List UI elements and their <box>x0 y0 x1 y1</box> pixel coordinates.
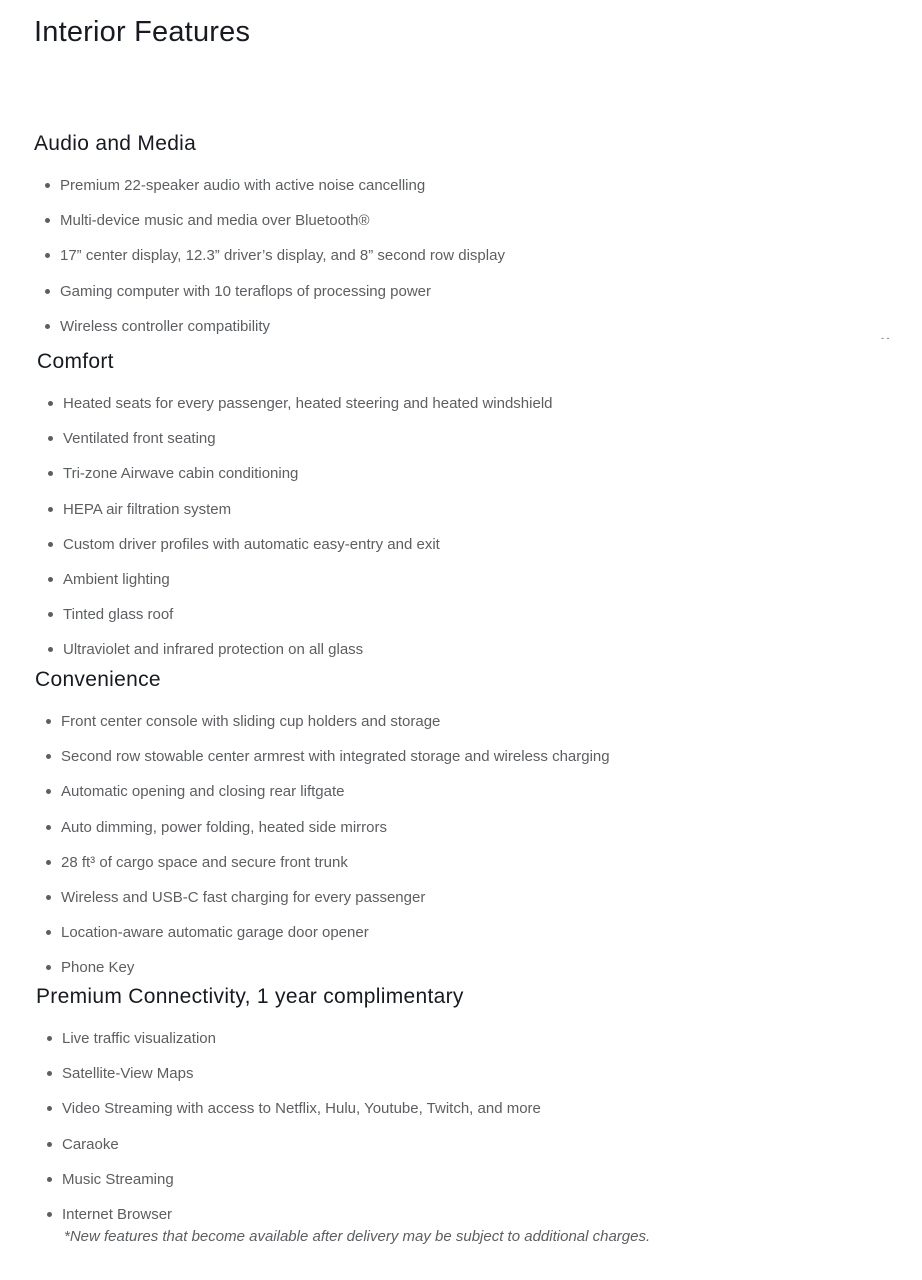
section-premium-connectivity <box>36 983 541 1232</box>
bullet-icon <box>48 577 53 582</box>
list-item <box>35 845 610 880</box>
list-item <box>37 562 553 597</box>
list-item <box>36 1091 541 1126</box>
list-item-text: Wireless controller compatibility <box>60 317 271 335</box>
list-item-text: 17” center display, 12.3” driver’s display, and 8” second row display <box>60 247 505 265</box>
list-item <box>34 238 505 273</box>
section-heading: Comfort <box>37 350 114 373</box>
list-item <box>37 386 553 421</box>
list-item <box>36 1162 541 1197</box>
bullet-icon <box>45 324 50 329</box>
list-item-text: Phone Key <box>61 959 135 977</box>
list-item <box>36 1056 541 1091</box>
list-item <box>35 915 610 950</box>
bullet-icon <box>47 1106 52 1111</box>
list-item <box>36 1197 541 1232</box>
list-item-text: Automatic opening and closing rear liftgate <box>61 783 345 801</box>
bullet-icon <box>48 542 53 547</box>
section-heading: Premium Connectivity, 1 year complimentary <box>36 985 464 1008</box>
list-item <box>37 421 553 456</box>
list-item <box>35 810 610 845</box>
section-heading: Convenience <box>35 668 161 691</box>
bullet-icon <box>45 183 50 188</box>
bullet-icon <box>47 1177 52 1182</box>
list-item-text: Premium 22-speaker audio with active noise cancelling <box>60 177 426 194</box>
section-comfort <box>37 348 553 668</box>
list-item <box>37 632 553 667</box>
feature-list <box>36 1021 541 1232</box>
bullet-icon <box>47 1036 52 1041</box>
list-item-text: Video Streaming with access to Netflix, Hulu, Youtube, Twitch, and more <box>62 1100 541 1118</box>
feature-list <box>34 168 505 344</box>
feature-list <box>35 704 610 986</box>
bullet-icon <box>47 1071 52 1076</box>
list-item-text: Second row stowable center armrest with integrated storage and wireless charging <box>61 748 610 766</box>
bullet-icon <box>46 719 51 724</box>
list-item-text: HEPA air filtration system <box>63 500 232 518</box>
list-item-text: Front center console with sliding cup holders and storage <box>61 713 441 730</box>
list-item <box>35 739 610 774</box>
page-title: Interior Features <box>34 16 251 48</box>
list-item <box>35 704 610 739</box>
bullet-icon <box>47 1142 52 1147</box>
list-item <box>36 1127 541 1162</box>
bullet-icon <box>46 825 51 830</box>
list-item <box>34 274 505 309</box>
list-item-text: Multi-device music and media over Bluetooth® <box>60 212 370 230</box>
list-item-text: Ultraviolet and infrared protection on all glass <box>63 641 364 659</box>
list-item-text: Tri-zone Airwave cabin conditioning <box>63 465 299 483</box>
bullet-icon <box>45 253 50 258</box>
bullet-icon <box>45 218 50 223</box>
list-item <box>34 168 505 203</box>
section-audio-and-media <box>34 130 505 344</box>
bullet-icon <box>48 507 53 512</box>
list-item <box>37 527 553 562</box>
bullet-icon <box>46 754 51 759</box>
list-item <box>34 203 505 238</box>
bullet-icon <box>48 436 53 441</box>
list-item-text: Ambient lighting <box>63 570 170 588</box>
section-heading: Audio and Media <box>34 132 197 155</box>
list-item-text: Music Streaming <box>62 1170 174 1188</box>
list-item <box>35 880 610 915</box>
bullet-icon <box>48 612 53 617</box>
list-item-text: Gaming computer with 10 teraflops of processing power <box>60 282 432 300</box>
list-item <box>35 950 610 985</box>
bullet-icon <box>48 401 53 406</box>
section-convenience <box>35 666 610 986</box>
list-item-text: Wireless and USB-C fast charging for every passenger <box>61 888 426 906</box>
footnote: *New features that become available after delivery may be subject to additional charges. <box>64 1228 651 1245</box>
list-item <box>37 597 553 632</box>
list-item-text: Ventilated front seating <box>63 430 216 448</box>
list-item-text: Location-aware automatic garage door opener <box>61 924 369 942</box>
list-item-text: Satellite-View Maps <box>62 1065 194 1083</box>
feature-list <box>37 386 553 668</box>
list-item-text: Caraoke <box>62 1135 119 1153</box>
list-item-text: Internet Browser <box>62 1205 173 1223</box>
list-item-text: Heated seats for every passenger, heated steering and heated windshield <box>63 395 553 412</box>
list-item-text: Custom driver profiles with automatic easy-entry and exit <box>63 535 440 553</box>
bullet-icon <box>46 930 51 935</box>
list-item-text: Auto dimming, power folding, heated side mirrors <box>61 818 387 836</box>
bullet-icon <box>46 895 51 900</box>
bullet-icon <box>47 1212 52 1217</box>
bullet-icon <box>46 965 51 970</box>
list-item-text: 28 ft³ of cargo space and secure front trunk <box>61 853 348 871</box>
list-item <box>37 492 553 527</box>
list-item-text: Live traffic visualization <box>62 1030 216 1047</box>
list-item <box>34 309 505 344</box>
decorative-dash-marks: - - <box>881 333 890 343</box>
list-item <box>35 774 610 809</box>
bullet-icon <box>48 647 53 652</box>
list-item <box>37 456 553 491</box>
list-item-text: Tinted glass roof <box>63 606 174 624</box>
bullet-icon <box>45 289 50 294</box>
bullet-icon <box>46 860 51 865</box>
list-item <box>36 1021 541 1056</box>
bullet-icon <box>48 471 53 476</box>
bullet-icon <box>46 789 51 794</box>
